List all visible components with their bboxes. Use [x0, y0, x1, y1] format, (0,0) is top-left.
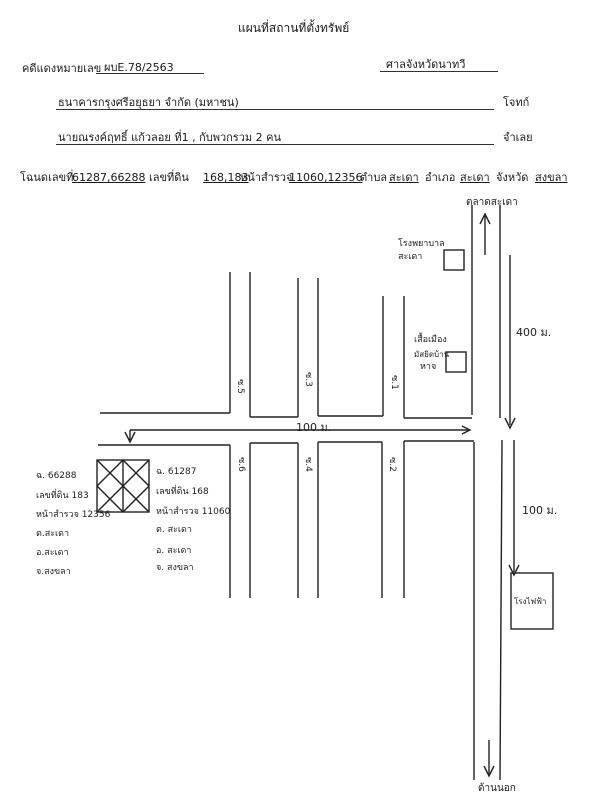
parcel-right-subdistrict: ต. สะเดา	[156, 525, 192, 535]
south-label: ด้านนอก	[478, 783, 516, 794]
parcel-right-land: เลขที่ดิน 168	[156, 487, 209, 497]
hospital-label-1: โรงพยาบาล	[398, 239, 445, 249]
land-label: เลขที่ดิน	[149, 171, 189, 184]
parcel-left-province: จ.สงขลา	[36, 567, 71, 577]
case-number: ผบE.78/2563	[104, 61, 174, 74]
parcel-left-land: เลขที่ดิน 183	[36, 491, 89, 501]
side-road-distance-label: 100 ม.	[296, 421, 332, 434]
hospital-label-2: สะเดา	[398, 252, 423, 262]
province-value: สงขลา	[535, 171, 568, 184]
plaintiff-name: ธนาคารกรุงศรีอยุธยา จำกัด (มหาชน)	[58, 96, 239, 109]
south-distance-label: 100 ม.	[522, 504, 558, 517]
north-distance-label: 400 ม.	[516, 326, 552, 339]
main-road-right-edge-south	[500, 440, 502, 780]
court-name: ศาลจังหวัดนาทวี	[386, 58, 466, 71]
north-label: ตลาดสะเดา	[466, 197, 518, 208]
defendant-name: นายณรงค์ฤทธิ์ แก้วลอย ที่1 , กับพวกรวม 2 คน	[58, 131, 281, 144]
parcel-right-deed: ฉ. 61287	[156, 467, 197, 477]
parcel-right-district: อ. สะเดา	[156, 546, 192, 556]
parcel-left-subdistrict: ต.สะเดา	[36, 529, 70, 539]
lane-3-label: ซ.3	[302, 372, 313, 387]
parcel-left-survey: หน้าสำรวจ 12356	[36, 510, 111, 520]
lane-2-label: ซ.2	[386, 457, 397, 472]
shrine-label-2: มัสยิดบ้าน	[414, 350, 450, 359]
district-label: อำเภอ	[425, 171, 456, 184]
deed-value: 61287,66288	[72, 171, 146, 184]
defendant-role: จำเลย	[503, 131, 533, 144]
survey-value: 11060,12356	[289, 171, 363, 184]
lane-6-label: ซ.6	[235, 457, 246, 472]
shrine-label-1: เสื้อเมือง	[414, 335, 447, 345]
subdistrict-value: สะเดา	[389, 171, 419, 184]
plaintiff-role: โจทก์	[503, 96, 530, 109]
lane-5-label: ซ.5	[234, 379, 245, 394]
parcel-right-survey: หน้าสำรวจ 11060	[156, 507, 231, 517]
case-label: คดีแดงหมายเลข	[22, 62, 102, 75]
province-label: จังหวัด	[496, 171, 529, 184]
power-station-label: โรงไฟฟ้า	[514, 597, 547, 606]
district-value: สะเดา	[460, 171, 490, 184]
page-title: แผนที่สถานที่ตั้งทรัพย์	[238, 21, 350, 35]
shrine-label-3: หาจ	[420, 362, 437, 372]
lane-4-label: ซ.4	[302, 457, 313, 472]
deed-label: โฉนดเลขที่	[20, 171, 74, 184]
subdistrict-label: ตำบล	[360, 171, 388, 184]
lane-1-label: ซ.1	[388, 375, 399, 390]
parcel-left-district: อ.สะเดา	[36, 548, 69, 558]
hospital-box	[444, 250, 464, 270]
land-value: 168,183	[203, 171, 249, 184]
parcel-left-deed: ฉ. 66288	[36, 471, 77, 481]
survey-label: หน้าสำรวจ	[240, 171, 293, 184]
parcel-right-province: จ. สงขลา	[156, 563, 194, 573]
